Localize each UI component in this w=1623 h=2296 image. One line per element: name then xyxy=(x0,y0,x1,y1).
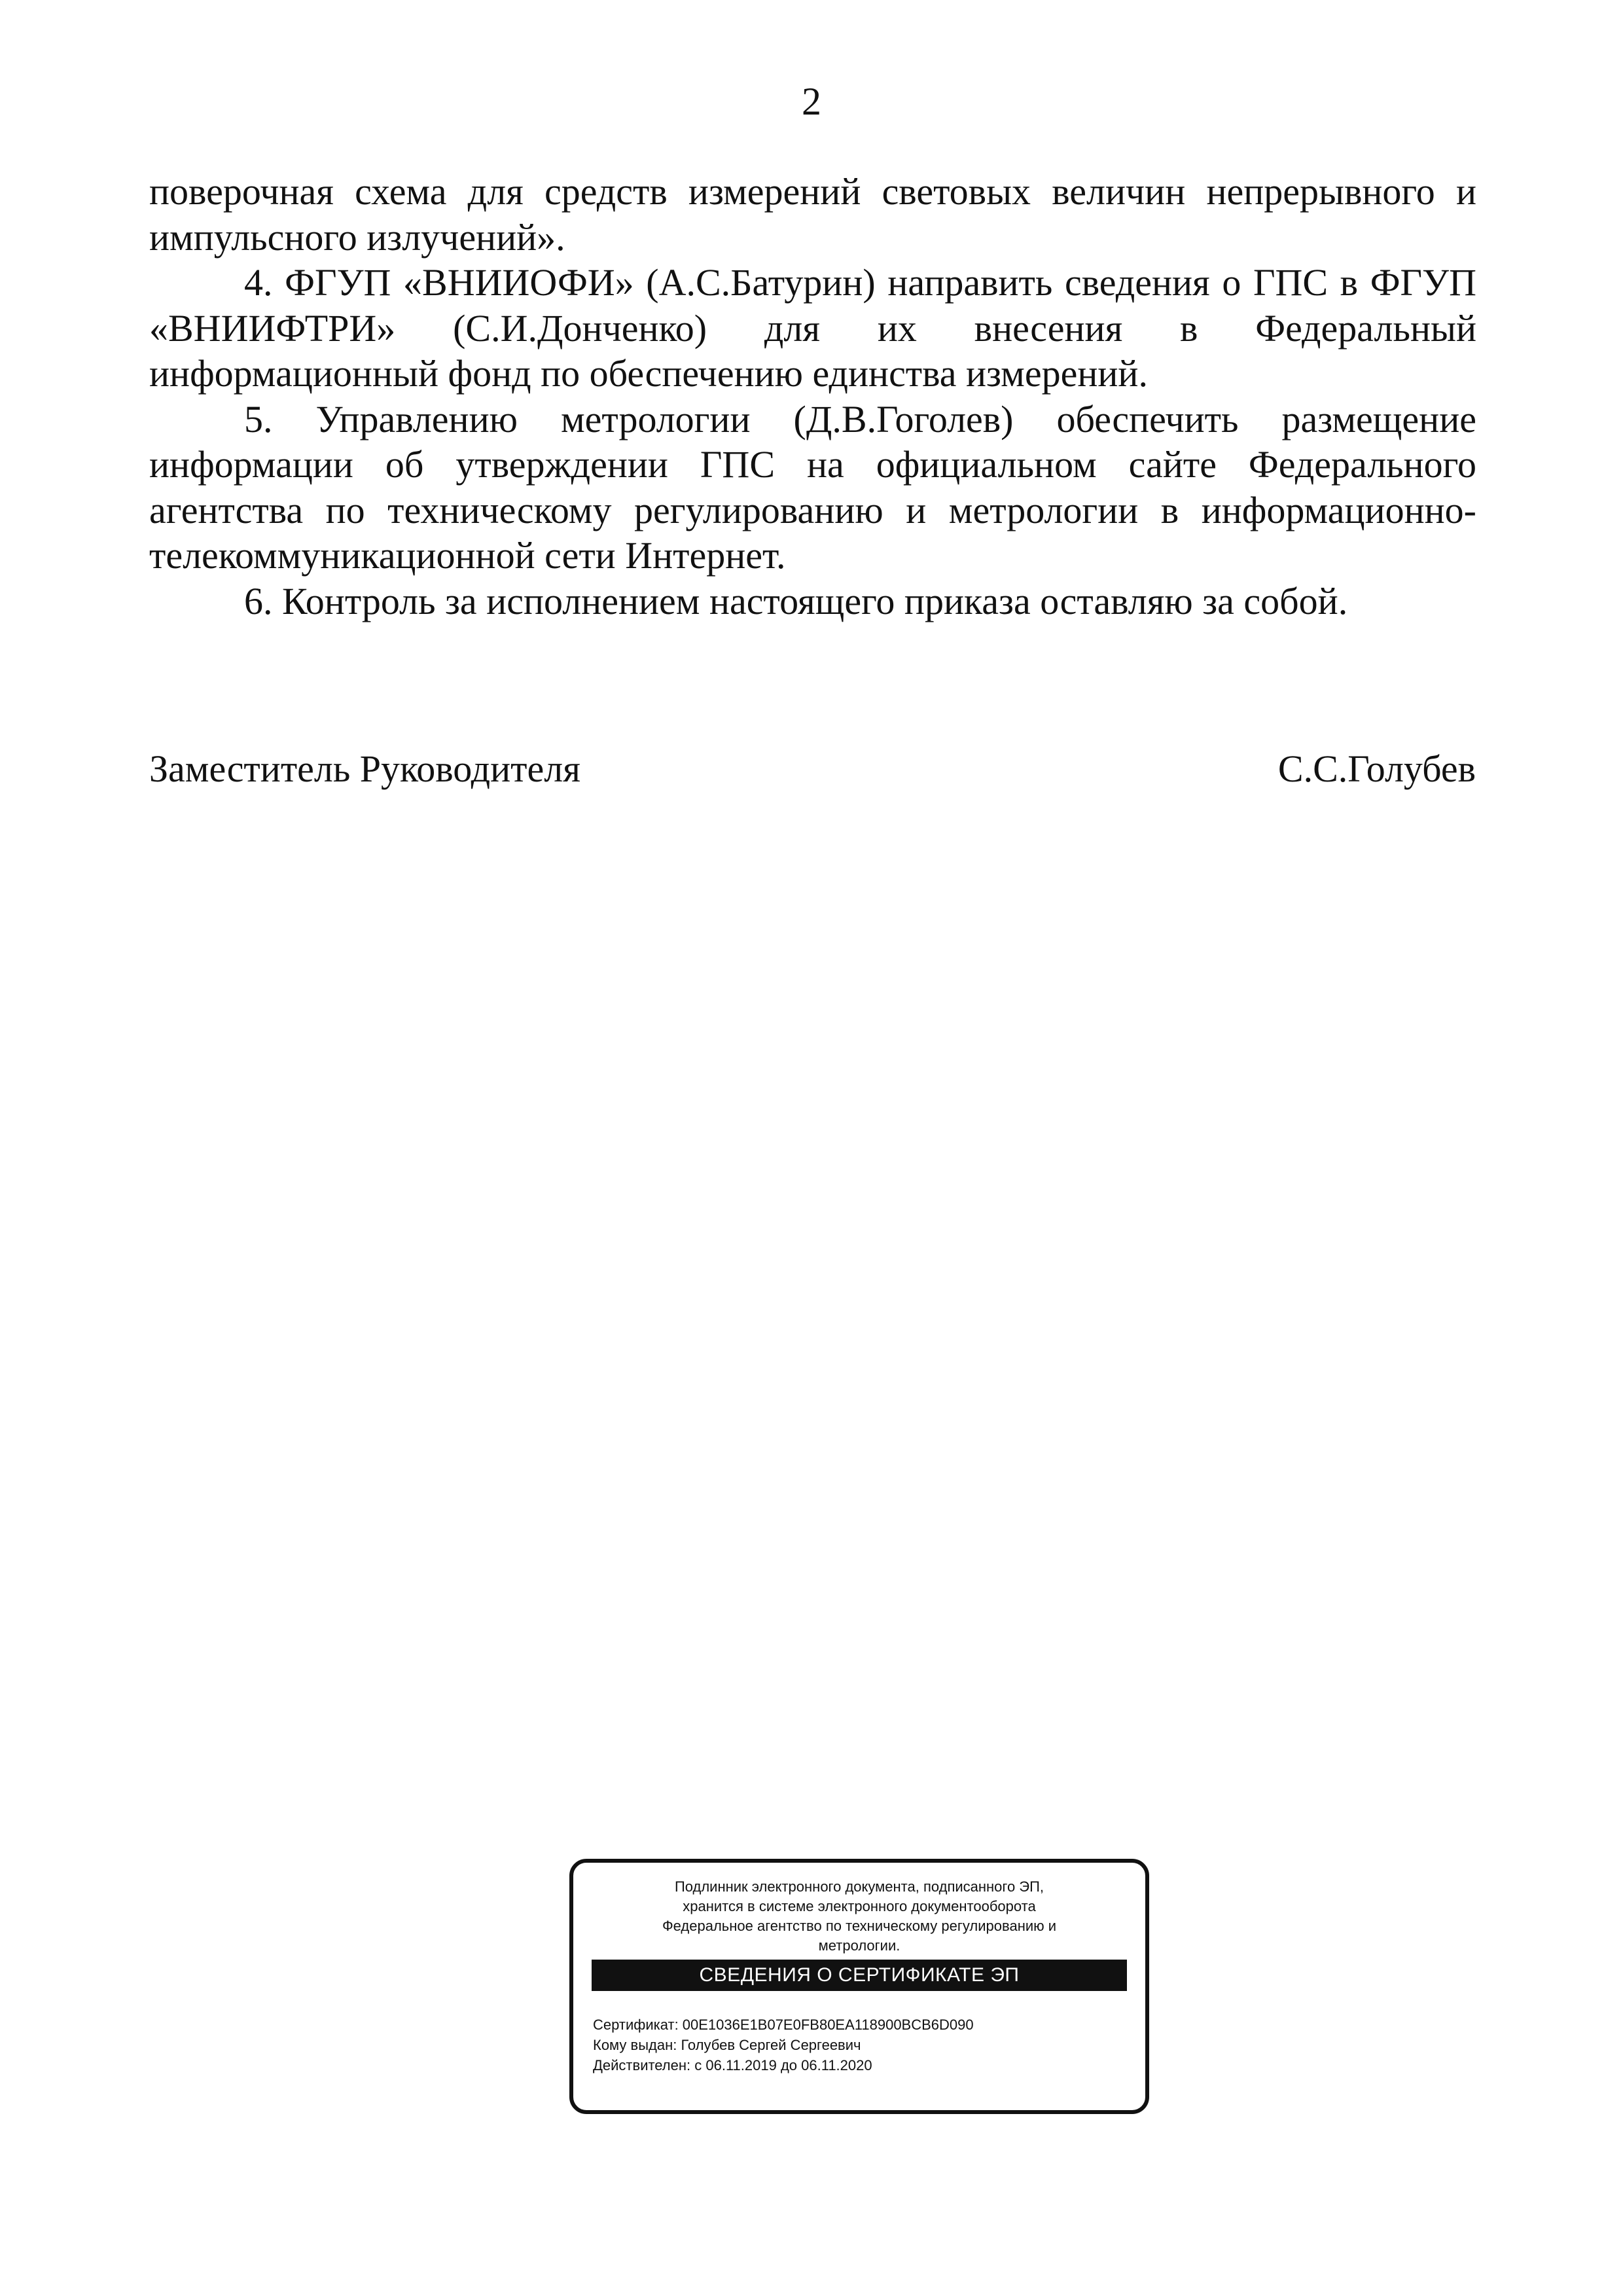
paragraph-item-6: 6. Контроль за исполнением настоящего приказа оставляю за собой. xyxy=(244,579,1348,622)
page-number: 2 xyxy=(802,80,821,123)
stamp-header xyxy=(586,1877,1132,1956)
paragraph-item-4: 4. ФГУП «ВНИИОФИ» (А.С.Батурин) направить сведения о ГПС в ФГУП «ВНИИФТРИ» (С.И.Донченко) для их внесения в Федеральный информационный фонд по обеспечению единства измерений. xyxy=(149,261,1476,395)
signature-title: Заместитель Руководителя xyxy=(149,747,580,790)
stamp-header-line: метрологии. xyxy=(818,1937,901,1954)
stamp-validity: Действителен: с 06.11.2019 до 06.11.2020 xyxy=(593,2057,872,2073)
stamp-details xyxy=(593,2015,1126,2075)
stamp-certificate-number: Сертификат: 00E1036E1B07E0FB80EA118900BCB6D090 xyxy=(593,2017,974,2033)
stamp-header-line: хранится в системе электронного документооборота xyxy=(683,1898,1036,1914)
stamp-header-line: Подлинник электронного документа, подписанного ЭП, xyxy=(674,1878,1044,1895)
paragraph-continuation: поверочная схема для средств измерений световых величин непрерывного и импульсного излучений». xyxy=(149,170,1476,259)
signature-name: С.С.Голубев xyxy=(1277,747,1476,790)
stamp-header-line: Федеральное агентство по техническому регулированию и xyxy=(662,1918,1057,1934)
stamp-certificate-banner: СВЕДЕНИЯ О СЕРТИФИКАТЕ ЭП xyxy=(592,1960,1127,1991)
stamp-issued-to: Кому выдан: Голубев Сергей Сергеевич xyxy=(593,2037,861,2053)
electronic-signature-stamp xyxy=(569,1859,1149,2114)
paragraph-item-5: 5. Управлению метрологии (Д.В.Гоголев) обеспечить размещение информации об утверждении ГПС на официальном сайте Федерального агентства по техническому регулированию и метрологии в информационно-телекоммуникационной сети Интернет. xyxy=(149,397,1476,577)
document-body xyxy=(149,169,1476,624)
